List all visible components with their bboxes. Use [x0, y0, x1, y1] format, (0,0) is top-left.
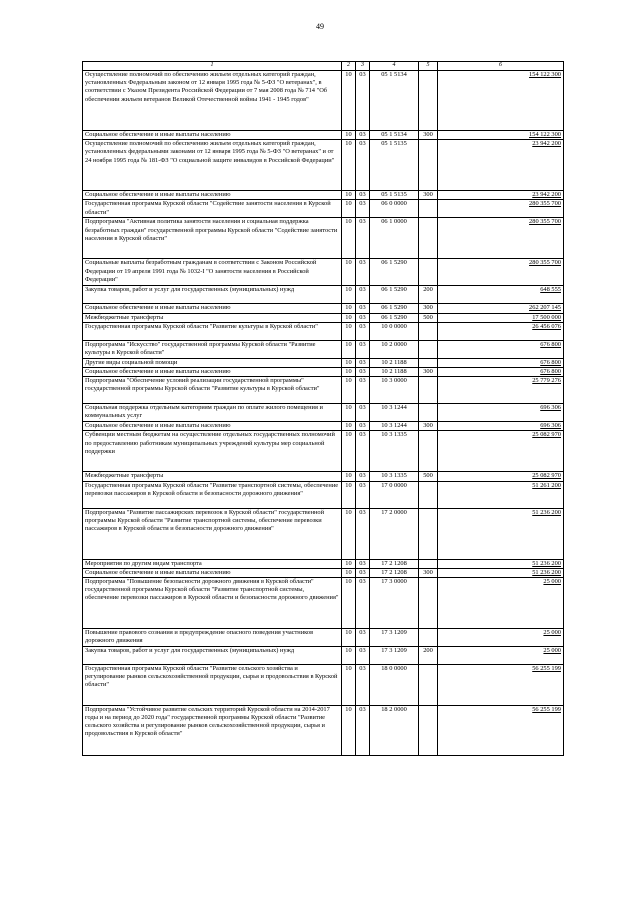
section-code-cell: 10: [342, 422, 356, 431]
table-row: [83, 218, 564, 259]
amount-value: 25 000: [543, 628, 561, 636]
expense-type-cell: [419, 431, 438, 472]
amount-cell: [438, 358, 564, 367]
amount-cell: [438, 404, 564, 422]
expense-type-cell: 200: [419, 646, 438, 664]
amount-cell: [438, 259, 564, 286]
expense-name-cell: Социальное обеспечение и иные выплаты населению: [83, 422, 342, 431]
expense-name-cell: Государственная программа Курской области "Развитие сельского хозяйства и регулирование рынков сельскохозяйственной продукции, сырья и продовольствия в Курской области": [83, 664, 342, 705]
subsection-code-cell: 03: [356, 358, 370, 367]
subsection-code-cell: 03: [356, 200, 370, 218]
expense-name-cell: Подпрограмма "Устойчивое развитие сельских территорий Курской области на 2014-2017 годы и на период до 2020 года" государственной программы Курской области "Развитие сельского хозяйства и регулирование рынков сельскохозяйственной продукции, сырья и продовольствия в Курской области": [83, 705, 342, 755]
expense-name-cell: Повышение правового сознания и предупреждение опасного поведения участников дорожного движения: [83, 628, 342, 646]
table-row: [83, 340, 564, 358]
subsection-code-cell: 03: [356, 568, 370, 577]
target-item-cell: 05 1 5135: [370, 191, 419, 200]
target-item-cell: 10 2 1188: [370, 358, 419, 367]
expense-name-cell: Подпрограмма "Повышение безопасности дорожного движения в Курской области" государственной программы Курской области "Развитие транспортной системы, обеспечение перевозки пассажиров в Курской области и безопасности дорожного движения": [83, 577, 342, 628]
amount-value: 17 500 000: [532, 313, 561, 321]
section-code-cell: 10: [342, 472, 356, 481]
subsection-code-cell: 03: [356, 577, 370, 628]
table-row: [83, 481, 564, 508]
amount-cell: [438, 628, 564, 646]
amount-value: 25 779 276: [532, 377, 561, 385]
expense-name-cell: Государственная программа Курской области "Содействие занятости населения в Курской области": [83, 200, 342, 218]
amount-cell: [438, 481, 564, 508]
amount-value: 56 255 199: [532, 664, 561, 672]
section-code-cell: 10: [342, 628, 356, 646]
column-header: 3: [356, 62, 370, 71]
expense-type-cell: [419, 664, 438, 705]
expense-type-cell: 300: [419, 422, 438, 431]
subsection-code-cell: 03: [356, 377, 370, 404]
subsection-code-cell: 03: [356, 218, 370, 259]
target-item-cell: 10 3 1244: [370, 404, 419, 422]
amount-cell: [438, 646, 564, 664]
expense-type-cell: [419, 577, 438, 628]
section-code-cell: 10: [342, 508, 356, 559]
target-item-cell: 17 2 0000: [370, 508, 419, 559]
expense-name-cell: Социальное обеспечение и иные выплаты населению: [83, 191, 342, 200]
amount-value: 25 082 970: [532, 472, 561, 480]
expense-name-cell: Подпрограмма "Обеспечение условий реализации государственной программы" государственной программы Курской области "Развитие культуры в Курской области": [83, 377, 342, 404]
column-header: 2: [342, 62, 356, 71]
amount-value: 51 261 200: [532, 481, 561, 489]
target-item-cell: 06 1 5290: [370, 286, 419, 304]
expense-type-cell: [419, 340, 438, 358]
expense-name-cell: Осуществление полномочий по обеспечению жильем отдельных категорий граждан, установленных федеральными законами от 12 января 1995 года № 5-ФЗ "О ветеранах" и от 24 ноября 1995 года № 181-ФЗ "О социальной защите инвалидов в Российской Федерации": [83, 140, 342, 191]
expense-type-cell: [419, 628, 438, 646]
target-item-cell: 06 0 0000: [370, 200, 419, 218]
table-row: [83, 71, 564, 131]
expense-name-cell: Закупка товаров, работ и услуг для государственных (муниципальных) нужд: [83, 286, 342, 304]
amount-cell: [438, 191, 564, 200]
section-code-cell: 10: [342, 431, 356, 472]
table-row: [83, 404, 564, 422]
subsection-code-cell: 03: [356, 404, 370, 422]
amount-value: 56 255 199: [532, 705, 561, 713]
section-code-cell: 10: [342, 322, 356, 340]
column-header: 1: [83, 62, 342, 71]
expense-name-cell: Осуществление полномочий по обеспечению жильем отдельных категорий граждан, установленных Федеральным законом от 12 января 1995 года № 5-ФЗ "О ветеранах", в соответствии с Указом Президента Российской Федерации от 7 мая 2008 года № 714 "Об обеспечении жильем ветеранов Великой Отечественной войны 1941 - 1945 годов": [83, 71, 342, 131]
expense-type-cell: [419, 218, 438, 259]
table-row: [83, 322, 564, 340]
amount-cell: [438, 664, 564, 705]
table-row: [83, 431, 564, 472]
section-code-cell: 10: [342, 646, 356, 664]
table-row: [83, 422, 564, 431]
table-body: [83, 71, 564, 756]
target-item-cell: 10 3 1335: [370, 472, 419, 481]
expense-type-cell: 300: [419, 367, 438, 376]
table-row: [83, 191, 564, 200]
amount-cell: [438, 322, 564, 340]
table-row: [83, 259, 564, 286]
target-item-cell: 10 2 0000: [370, 340, 419, 358]
expense-name-cell: Социальные выплаты безработным гражданам в соответствии с Законом Российской Федерации от 19 апреля 1991 года № 1032-I "О занятости населения в Российской Федерации": [83, 259, 342, 286]
amount-value: 23 942 200: [532, 140, 561, 148]
expense-type-cell: [419, 705, 438, 755]
section-code-cell: 10: [342, 200, 356, 218]
table-row: [83, 377, 564, 404]
expense-name-cell: Социальное обеспечение и иные выплаты населению: [83, 367, 342, 376]
section-code-cell: 10: [342, 304, 356, 313]
subsection-code-cell: 03: [356, 422, 370, 431]
amount-value: 676 800: [540, 367, 561, 375]
amount-cell: [438, 340, 564, 358]
expense-name-cell: Социальное обеспечение и иные выплаты населению: [83, 131, 342, 140]
target-item-cell: 17 0 0000: [370, 481, 419, 508]
section-code-cell: 10: [342, 577, 356, 628]
amount-cell: [438, 431, 564, 472]
subsection-code-cell: 03: [356, 559, 370, 568]
expense-type-cell: [419, 140, 438, 191]
expense-name-cell: Закупка товаров, работ и услуг для государственных (муниципальных) нужд: [83, 646, 342, 664]
table-row: [83, 646, 564, 664]
amount-cell: [438, 559, 564, 568]
expense-type-cell: [419, 200, 438, 218]
target-item-cell: 17 3 0000: [370, 577, 419, 628]
expense-type-cell: [419, 71, 438, 131]
expense-name-cell: Подпрограмма "Искусство" государственной программы Курской области "Развитие культуры в Курской области": [83, 340, 342, 358]
amount-cell: [438, 200, 564, 218]
amount-value: 676 800: [540, 340, 561, 348]
section-code-cell: 10: [342, 705, 356, 755]
amount-value: 25 082 970: [532, 431, 561, 439]
target-item-cell: 06 1 5290: [370, 313, 419, 322]
subsection-code-cell: 03: [356, 664, 370, 705]
table-row: [83, 200, 564, 218]
expense-name-cell: Субвенции местным бюджетам на осуществление отдельных государственных полномочий по предоставлению работникам муниципальных учреждений культуры мер социальной поддержки: [83, 431, 342, 472]
target-item-cell: 06 1 5290: [370, 259, 419, 286]
amount-value: 696 306: [540, 422, 561, 430]
amount-value: 25 000: [543, 646, 561, 654]
table-row: [83, 140, 564, 191]
subsection-code-cell: 03: [356, 131, 370, 140]
section-code-cell: 10: [342, 481, 356, 508]
target-item-cell: 10 3 0000: [370, 377, 419, 404]
table-row: [83, 131, 564, 140]
expense-type-cell: 300: [419, 191, 438, 200]
expense-name-cell: Государственная программа Курской области "Развитие транспортной системы, обеспечение перевозки пассажиров в Курской области и безопасности дорожного движения": [83, 481, 342, 508]
subsection-code-cell: 03: [356, 286, 370, 304]
subsection-code-cell: 03: [356, 259, 370, 286]
section-code-cell: 10: [342, 131, 356, 140]
amount-cell: [438, 508, 564, 559]
expense-name-cell: Межбюджетные трансферты: [83, 472, 342, 481]
subsection-code-cell: 03: [356, 304, 370, 313]
table-row: [83, 664, 564, 705]
expense-type-cell: [419, 377, 438, 404]
expense-type-cell: 500: [419, 472, 438, 481]
amount-cell: [438, 705, 564, 755]
subsection-code-cell: 03: [356, 481, 370, 508]
amount-cell: [438, 577, 564, 628]
column-header: 5: [419, 62, 438, 71]
expense-name-cell: Другие виды социальной помощи: [83, 358, 342, 367]
amount-cell: [438, 71, 564, 131]
amount-value: 51 236 200: [532, 568, 561, 576]
section-code-cell: 10: [342, 404, 356, 422]
target-item-cell: 17 2 1208: [370, 559, 419, 568]
expense-name-cell: Социальная поддержка отдельным категориям граждан по оплате жилого помещения и коммунальных услуг: [83, 404, 342, 422]
subsection-code-cell: 03: [356, 431, 370, 472]
expense-type-cell: [419, 322, 438, 340]
amount-cell: [438, 218, 564, 259]
amount-value: 25 000: [543, 577, 561, 585]
amount-value: 280 355 700: [529, 200, 561, 208]
table-row: [83, 472, 564, 481]
target-item-cell: 05 1 5135: [370, 140, 419, 191]
amount-value: 262 207 145: [529, 304, 561, 312]
section-code-cell: 10: [342, 140, 356, 191]
target-item-cell: 18 2 0000: [370, 705, 419, 755]
amount-cell: [438, 367, 564, 376]
expense-type-cell: [419, 259, 438, 286]
table-row: [83, 304, 564, 313]
table-row: [83, 508, 564, 559]
subsection-code-cell: 03: [356, 71, 370, 131]
section-code-cell: 10: [342, 568, 356, 577]
amount-value: 280 355 700: [529, 259, 561, 267]
amount-value: 51 236 200: [532, 508, 561, 516]
target-item-cell: 10 2 1188: [370, 367, 419, 376]
target-item-cell: 06 1 0000: [370, 218, 419, 259]
amount-value: 648 555: [540, 286, 561, 294]
expense-name-cell: Мероприятия по другим видам транспорта: [83, 559, 342, 568]
amount-value: 51 236 200: [532, 559, 561, 567]
amount-cell: [438, 568, 564, 577]
subsection-code-cell: 03: [356, 508, 370, 559]
table-row: [83, 577, 564, 628]
subsection-code-cell: 03: [356, 472, 370, 481]
page-number: 49: [316, 22, 324, 31]
amount-value: 26 456 076: [532, 322, 561, 330]
target-item-cell: 10 0 0000: [370, 322, 419, 340]
table-row: [83, 286, 564, 304]
section-code-cell: 10: [342, 313, 356, 322]
expense-type-cell: [419, 358, 438, 367]
column-header: 4: [370, 62, 419, 71]
subsection-code-cell: 03: [356, 340, 370, 358]
section-code-cell: 10: [342, 259, 356, 286]
amount-value: 676 800: [540, 358, 561, 366]
target-item-cell: 17 2 1208: [370, 568, 419, 577]
target-item-cell: 17 3 1209: [370, 646, 419, 664]
expense-type-cell: [419, 508, 438, 559]
subsection-code-cell: 03: [356, 367, 370, 376]
subsection-code-cell: 03: [356, 191, 370, 200]
table-header-row: [83, 62, 564, 71]
subsection-code-cell: 03: [356, 646, 370, 664]
target-item-cell: 17 3 1209: [370, 628, 419, 646]
amount-value: 280 355 700: [529, 218, 561, 226]
expense-type-cell: [419, 559, 438, 568]
expense-type-cell: 300: [419, 304, 438, 313]
target-item-cell: 05 1 5134: [370, 71, 419, 131]
section-code-cell: 10: [342, 286, 356, 304]
expense-name-cell: Социальное обеспечение и иные выплаты населению: [83, 304, 342, 313]
expense-name-cell: Межбюджетные трансферты: [83, 313, 342, 322]
expense-type-cell: 200: [419, 286, 438, 304]
section-code-cell: 10: [342, 218, 356, 259]
subsection-code-cell: 03: [356, 140, 370, 191]
section-code-cell: 10: [342, 367, 356, 376]
section-code-cell: 10: [342, 191, 356, 200]
expense-type-cell: [419, 481, 438, 508]
amount-cell: [438, 131, 564, 140]
amount-cell: [438, 422, 564, 431]
expense-type-cell: 300: [419, 568, 438, 577]
section-code-cell: 10: [342, 340, 356, 358]
section-code-cell: 10: [342, 377, 356, 404]
expense-name-cell: Социальное обеспечение и иные выплаты населению: [83, 568, 342, 577]
expense-type-cell: 500: [419, 313, 438, 322]
target-item-cell: 05 1 5134: [370, 131, 419, 140]
expense-type-cell: [419, 404, 438, 422]
amount-cell: [438, 286, 564, 304]
amount-cell: [438, 377, 564, 404]
section-code-cell: 10: [342, 559, 356, 568]
column-header: 6: [438, 62, 564, 71]
amount-value: 154 122 300: [529, 71, 561, 78]
amount-value: 154 122 300: [529, 131, 561, 138]
amount-cell: [438, 472, 564, 481]
expense-name-cell: Государственная программа Курской области "Развитие культуры в Курской области": [83, 322, 342, 340]
amount-cell: [438, 140, 564, 191]
subsection-code-cell: 03: [356, 628, 370, 646]
target-item-cell: 18 0 0000: [370, 664, 419, 705]
table-row: [83, 313, 564, 322]
section-code-cell: 10: [342, 664, 356, 705]
section-code-cell: 10: [342, 71, 356, 131]
table-row: [83, 358, 564, 367]
table-row: [83, 367, 564, 376]
target-item-cell: 06 1 5290: [370, 304, 419, 313]
expense-name-cell: Подпрограмма "Развитие пассажирских перевозок в Курской области" государственной программы Курской области "Развитие транспортной системы, обеспечение перевозки пассажиров в Курской области и безопасности дорожного движения": [83, 508, 342, 559]
section-code-cell: 10: [342, 358, 356, 367]
amount-value: 23 942 200: [532, 191, 561, 199]
expense-type-cell: 300: [419, 131, 438, 140]
amount-cell: [438, 313, 564, 322]
subsection-code-cell: 03: [356, 313, 370, 322]
amount-value: 696 306: [540, 404, 561, 412]
subsection-code-cell: 03: [356, 705, 370, 755]
table-row: [83, 559, 564, 568]
subsection-code-cell: 03: [356, 322, 370, 340]
target-item-cell: 10 3 1335: [370, 431, 419, 472]
table-row: [83, 568, 564, 577]
target-item-cell: 10 3 1244: [370, 422, 419, 431]
expense-name-cell: Подпрограмма "Активная политика занятости населения и социальная поддержка безработных граждан" государственной программы Курской области "Содействие занятости населения в Курской области": [83, 218, 342, 259]
table-row: [83, 705, 564, 755]
amount-cell: [438, 304, 564, 313]
table-row: [83, 628, 564, 646]
budget-table: [82, 61, 564, 756]
